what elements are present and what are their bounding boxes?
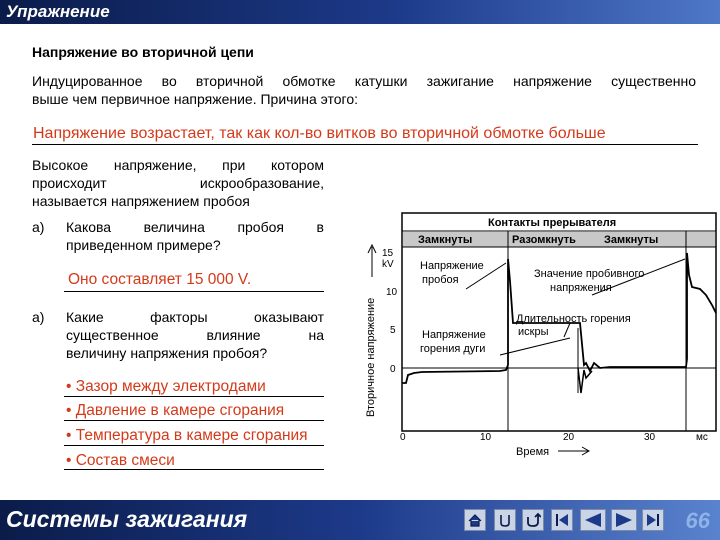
x-tick-label: 20 [563,432,575,443]
state-closed-2: Замкнуты [604,234,659,246]
para-line-3: называется напряжением пробоя [32,193,250,209]
x-unit: мс [696,432,708,443]
last-icon[interactable] [642,509,664,531]
question-2-marker: а) [32,309,45,325]
question-2-line-1: Какие факторы оказывают [66,309,324,325]
contacts-header: Контакты прерывателя [488,217,617,229]
ann-duration-1: Длительность горения [516,313,631,325]
secondary-voltage-diagram [360,205,720,465]
header-title: Упражнение [6,2,110,21]
section-heading: Напряжение во вторичной цепи [32,44,254,60]
question-1-marker: а) [32,219,45,235]
y-tick-label: 0 [390,364,396,375]
factor-underline [64,420,324,421]
factor-underline [64,396,324,397]
y-tick-label: 10 [386,287,398,298]
ann-breakdown-2: пробоя [422,274,459,286]
y-unit: kV [382,259,394,270]
y-axis-label: Вторичное напряжение [365,297,377,417]
next-icon[interactable] [611,509,637,531]
factor-underline [64,469,324,470]
footer-bar [0,500,720,540]
question-1-line-2: приведенном примере? [66,237,221,253]
question-2-line-2: существенное влияние на [66,327,324,343]
x-tick-label: 10 [480,432,492,443]
question-1-line-1: Какова величина пробоя в [66,219,324,235]
ann-arc-2: горения дуги [420,343,486,355]
state-closed-1: Замкнуты [418,234,473,246]
page-number: 66 [685,508,710,533]
factor-item: • Зазор между электродами [66,378,266,395]
return-icon[interactable] [494,509,516,531]
factor-item: • Состав смеси [66,452,175,469]
answer-2: Оно составляет 15 000 V. [68,271,252,288]
intro-line-1: Индуцированное во вторичной обмотке катушки зажигание напряжение существенно [32,73,696,89]
factor-item: • Давление в камере сгорания [66,402,285,419]
state-open: Разомкнуть [512,234,576,246]
question-2-line-3: величину напряжения пробоя? [66,345,268,361]
prev-icon[interactable] [580,509,606,531]
factor-item: • Температура в камере сгорания [66,427,308,444]
ann-value-2: напряжения [550,282,612,294]
factor-underline [64,445,324,446]
y-unit-value: 15 [382,248,394,259]
x-axis-label: Время [516,446,550,458]
home-icon[interactable] [464,509,486,531]
header-bar [0,0,720,24]
x-tick-label: 30 [644,432,656,443]
answer-1: Напряжение возрастает, так как кол-во витков во вторичной обмотке больше [33,125,606,142]
intro-line-2: выше чем первичное напряжение. Причина этого: [32,91,359,107]
ann-arc-1: Напряжение [422,329,486,341]
para-line-2: происходит искрообразование, [32,175,324,191]
x-tick-label: 0 [400,432,406,443]
para-line-1: Высокое напряжение, при котором [32,157,324,173]
ann-value-1: Значение пробивного [534,268,645,280]
first-icon[interactable] [551,509,573,531]
answer-1-underline [32,144,698,145]
ann-breakdown-1: Напряжение [420,260,484,272]
undo-icon[interactable] [522,509,544,531]
ann-duration-2: искры [518,326,549,338]
answer-2-underline [64,291,324,292]
footer-title: Системы зажигания [6,506,248,532]
y-tick-label: 5 [390,325,396,336]
